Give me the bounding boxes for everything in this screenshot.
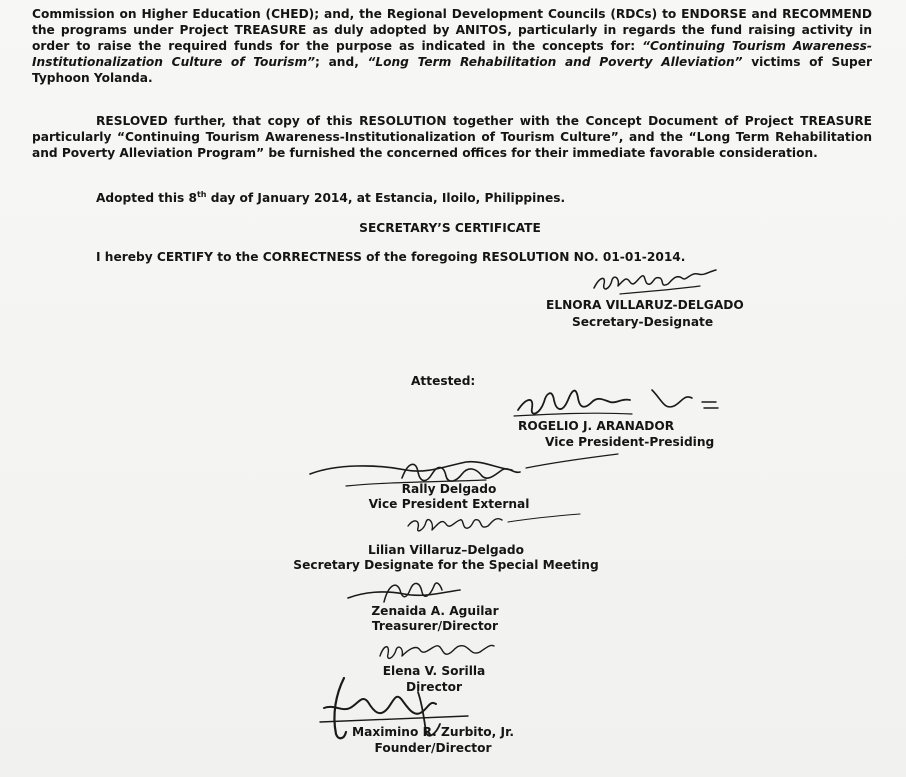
italic-concept-rehabilitation: “Long Term Rehabilitation and Poverty Alleviation” (367, 55, 743, 69)
signatory-title: Vice President External (368, 497, 530, 511)
signatory-name: Elena V. Sorilla (382, 664, 486, 678)
certificate-heading: SECRETARY’S CERTIFICATE (359, 221, 541, 235)
signatory-name: Lilian Villaruz–Delgado (368, 543, 524, 557)
signatory-name: Maximino R. Zurbito, Jr. (352, 725, 514, 739)
signatory-name: Zenaida A. Aguilar (371, 604, 499, 618)
lilian-signature (404, 508, 584, 540)
resolution-paragraph-endorse: Commission on Higher Education (CHED); and, the Regional Development Councils (RDCs) to ENDORSE and RECOMMEND the programs under Project TREASURE as duly adopted by ANITOS, particularly in regards the fund raising activity in order to raise the required funds for the purpose as indicated in the concepts for: “Continuing Tourism Awareness-Institutionalization Culture of Tourism”; and, “Long Term Rehabilitation and Poverty Alleviation” victims of Super Typhoon Yolanda. (32, 7, 872, 85)
attested-label: Attested: (411, 374, 476, 388)
signatory-title: Vice President-Presiding (545, 435, 715, 449)
resolution-paragraph-resolved: RESLOVED further, that copy of this RESOLUTION together with the Concept Document of Project TREASURE particularly “Continuing Tourism Awareness-Institutionalization of Tourism Culture”, and the “Long Term Rehabilitation and Poverty Alleviation Program” be furnished the concerned offices for their immediate favorable consideration. (32, 114, 872, 160)
certify-statement: I hereby CERTIFY to the CORRECTNESS of the foregoing RESOLUTION NO. 01-01-2014. (96, 250, 686, 264)
signatory-name: ROGELIO J. ARANADOR (518, 419, 675, 433)
secretary-signature (590, 266, 720, 300)
signatory-title: Treasurer/Director (371, 619, 499, 633)
signatory-title: Secretary Designate for the Special Meeting (293, 558, 599, 572)
signatory-title: Founder/Director (374, 741, 492, 755)
sorilla-signature (376, 636, 496, 666)
secretary-name: ELNORA VILLARUZ-DELGADO (546, 298, 744, 312)
signatory-title: Director (405, 680, 463, 694)
italic-concept-tourism: “Continuing Tourism Awareness-Institutionalization Culture of Tourism” (32, 39, 872, 69)
adopted-line: Adopted this 8th day of January 2014, at Estancia, Iloilo, Philippines. (96, 189, 566, 205)
secretary-title: Secretary-Designate (572, 315, 714, 329)
signatory-name: Rally Delgado (401, 482, 497, 496)
